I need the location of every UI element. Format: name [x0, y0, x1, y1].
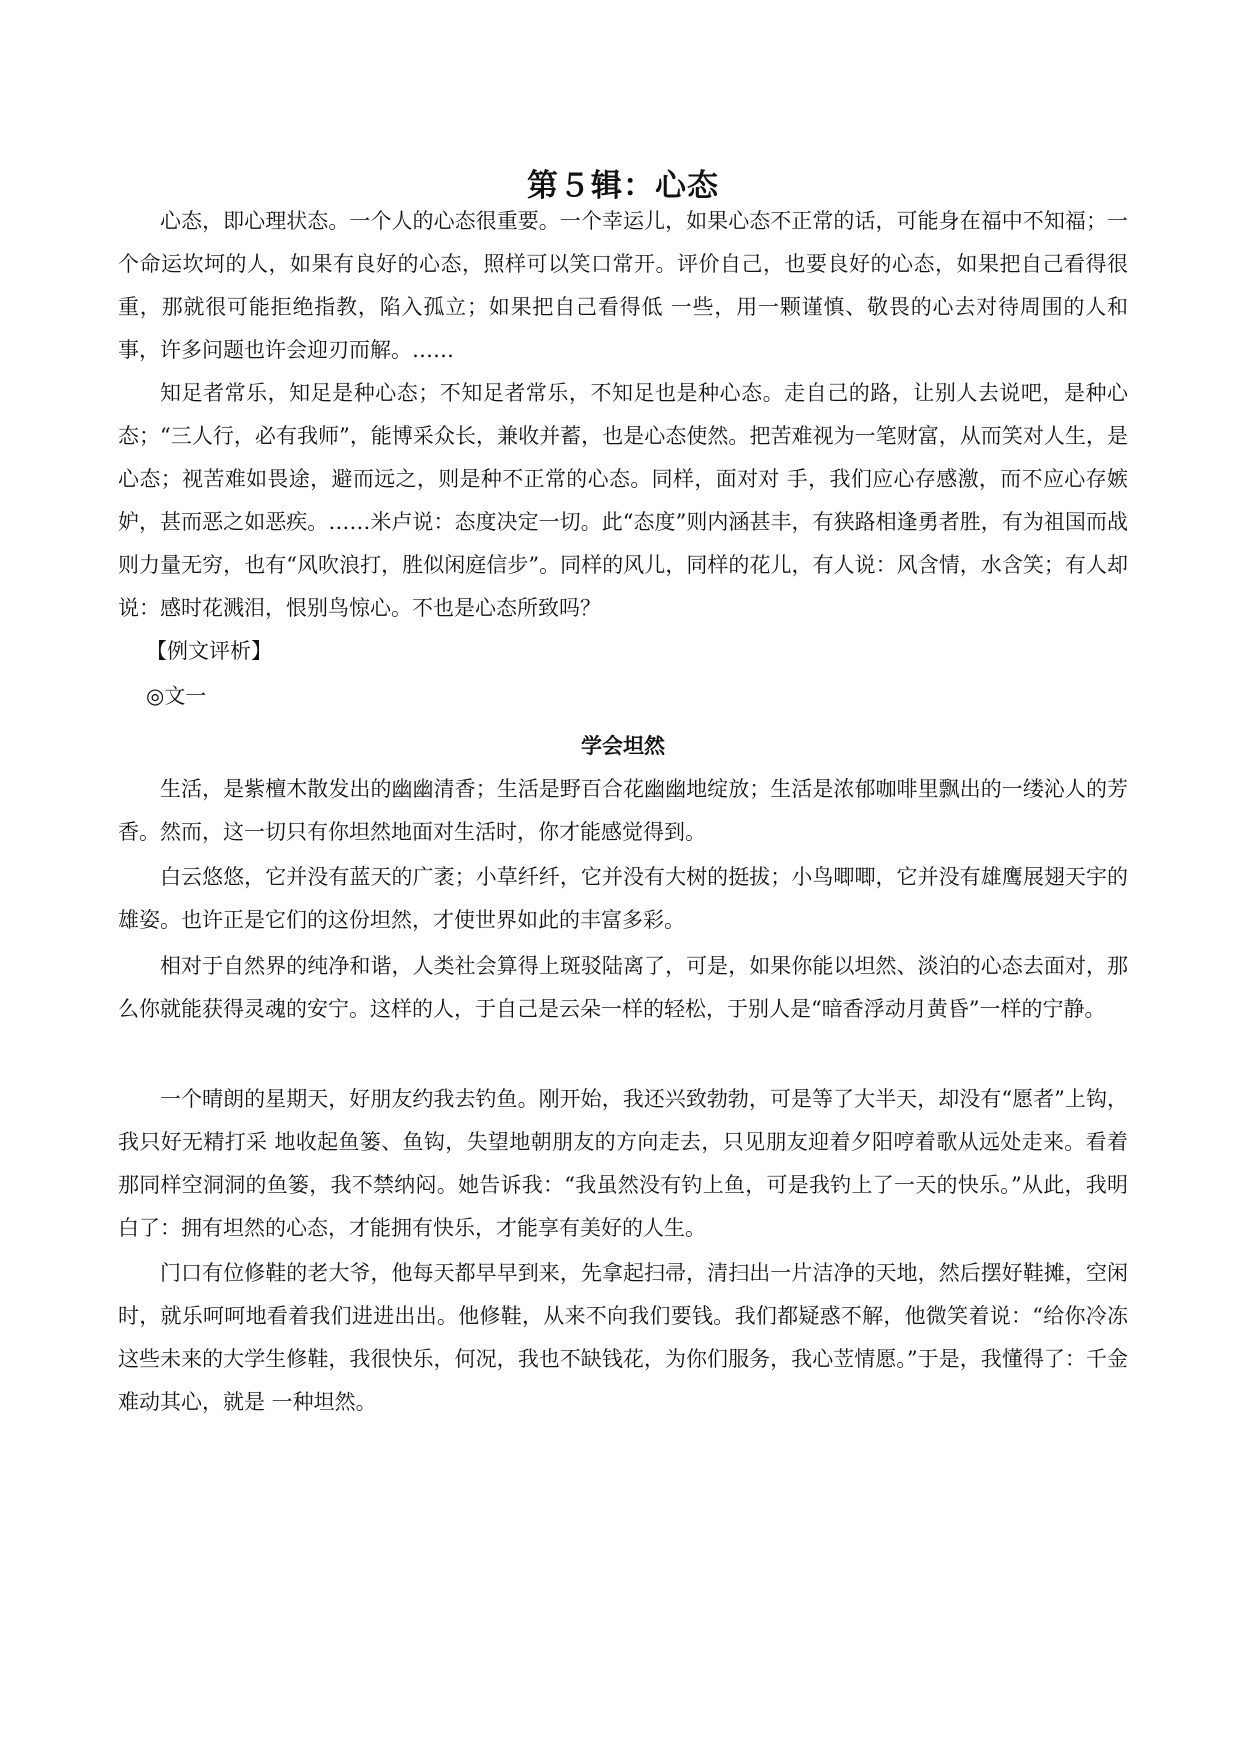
- article-label: ◎文一: [146, 684, 207, 708]
- intro-paragraph-1: 心态，即心理状态。一个人的心态很重要。一个幸运儿，如果心态不正常的话，可能身在福中不知福；一个命运坎坷的人，如果有良好的心态，照样可以笑口常开。评价自己，也要良好的心态，如果把自己看得很重，那就很可能拒绝指教，陷入孤立；如果把自己看得低 一些，用一颗谨慎、敬畏的心去对待周围的人和事，许多问题也许会迎刃而解。……: [118, 209, 1128, 362]
- article-paragraph-4: 一个晴朗的星期天，好朋友约我去钓鱼。刚开始，我还兴致勃勃，可是等了大半天，却没有“愿者”上钩，我只好无精打采 地收起鱼篓、鱼钩，失望地朝朋友的方向走去，只见朋友迎着夕阳哼着歌从远处走来。看着那同样空洞洞的鱼篓，我不禁纳闷。她告诉我：“我虽然没有钓上鱼，可是我钓上了一天的快乐。”从此，我明白了：拥有坦然的心态，才能拥有快乐，才能享有美好的人生。: [118, 1087, 1128, 1240]
- intro-paragraph-2: 知足者常乐，知足是种心态；不知足者常乐，不知足也是种心态。走自己的路，让别人去说吧，是种心态；“三人行，必有我师”，能博采众长，兼收并蓄，也是心态使然。把苦难视为一笔财富，从而笑对人生，是心态；视苦难如畏途，避而远之，则是种不正常的心态。同样，面对对 手，我们应心存感激，而不应心存嫉妒，甚而恶之如恶疾。……米卢说：态度决定一切。此“态度”则内涵甚丰，有狭路相逢勇者胜，有为祖国而战则力量无穷，也有“风吹浪打，胜似闲庭信步”。同样的风儿，同样的花儿，有人说：风含情，水含笑；有人却说：感时花溅泪，恨别鸟惊心。不也是心态所致吗？: [118, 381, 1128, 620]
- article-paragraph-1: 生活，是紫檀木散发出的幽幽清香；生活是野百合花幽幽地绽放；生活是浓郁咖啡里飘出的一缕沁人的芳香。然而，这一切只有你坦然地面对生活时，你才能感觉得到。: [118, 777, 1128, 844]
- page-title: 第５辑：心态: [527, 168, 719, 204]
- article-title: 学会坦然: [581, 734, 665, 758]
- article-paragraph-2: 白云悠悠，它并没有蓝天的广袤；小草纤纤，它并没有大树的挺拔；小鸟唧唧，它并没有雄鹰展翅天宇的雄姿。也许正是它们的这份坦然，才使世界如此的丰富多彩。: [118, 865, 1128, 932]
- article-paragraph-5: 门口有位修鞋的老大爷，他每天都早早到来，先拿起扫帚，清扫出一片洁净的天地，然后摆好鞋摊，空闲时，就乐呵呵地看着我们进进出出。他修鞋，从来不向我们要钱。我们都疑惑不解，他微笑着说：“给你冷冻这些未来的大学生修鞋，我很快乐，何况，我也不缺钱花，为你们服务，我心苙情愿。”于是，我懂得了：千金难动其心，就是 一种坦然。: [118, 1261, 1128, 1414]
- article-paragraph-3: 相对于自然界的纯净和谐，人类社会算得上斑驳陆离了，可是，如果你能以坦然、淡泊的心态去面对，那么你就能获得灵魂的安宁。这样的人，于自己是云朵一样的轻松，于别人是“暗香浮动月黄昏”一样的宁静。: [118, 954, 1128, 1021]
- section-label: 【例文评析】: [146, 639, 272, 663]
